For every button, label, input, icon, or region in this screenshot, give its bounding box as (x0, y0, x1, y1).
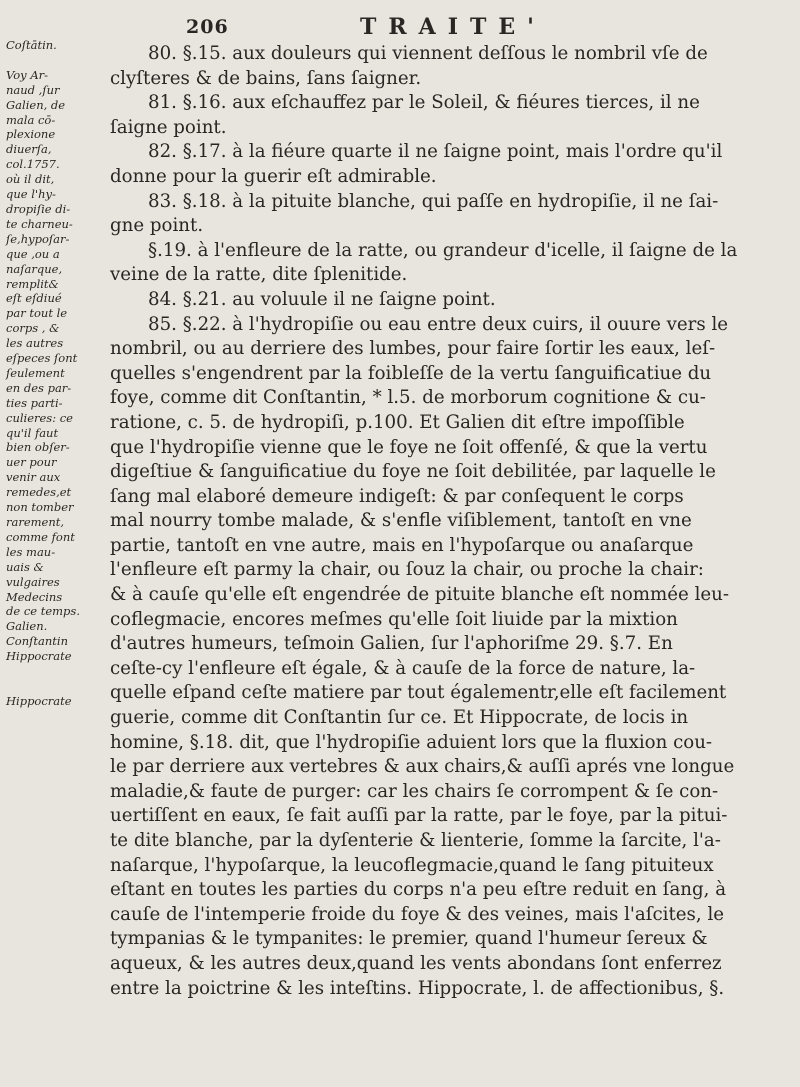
margin-note: qu'il faut (6, 425, 59, 440)
margin-note: naſarque, (6, 261, 63, 276)
text-line: 84. §.21. au voluule il ne ſaigne point. (148, 288, 496, 310)
text-line: ſang mal elaboré demeure indigeſt: & par conſequent le corps (110, 485, 684, 507)
margin-note: culieres: ce (6, 410, 73, 425)
margin-note: les autres (6, 336, 64, 351)
margin-note: uais & (6, 559, 44, 574)
margin-note: eſt eſdiué (6, 291, 62, 306)
text-line: donne pour la guerir eſt admirable. (110, 165, 437, 187)
text-line: clyſteres & de bains, ſans ſaigner. (110, 67, 422, 89)
margin-note: col.1757. (6, 157, 60, 172)
text-line: eſtant en toutes les parties du corps n'a peu eſtre reduit en ſang, à (110, 879, 727, 901)
margin-note: eſpeces ſont (6, 351, 78, 366)
margin-note: non tomber (6, 500, 74, 515)
text-line: naſarque, l'hypoſarque, la leucoflegmacie,quand le ſang pituiteux (110, 854, 714, 876)
margin-note: venir aux (6, 470, 61, 485)
text-line: maladie,& faute de purger: car les chairs ſe corrompent & ſe con- (110, 780, 719, 802)
margin-notes (6, 38, 80, 709)
text-line: coflegmacie, encores meſmes qu'elle ſoit liuide par la mixtion (110, 608, 678, 630)
margin-note: rarement, (6, 515, 65, 529)
margin-note (6, 53, 72, 68)
text-line: uertiſſent en eaux, ſe fait auſſi par la ratte, par le foye, par la pitui- (110, 805, 728, 827)
margin-note: remedes,et (6, 485, 72, 500)
margin-note (6, 664, 72, 679)
margin-note: Coſtātin. (6, 38, 57, 52)
text-line: 82. §.17. à la fiéure quarte il ne ſaigne point, mais l'ordre qu'il (148, 141, 723, 163)
page-number: 206 (186, 16, 229, 38)
text-line: ceſte-cy l'enfleure eſt égale, & à cauſe de la force de nature, la- (110, 657, 696, 679)
margin-note: bien obſer- (6, 440, 70, 455)
text-line: entre la poictrine & les inteſtins. Hippocrate, l. de affectionibus, §. (110, 977, 725, 999)
body-text (110, 42, 790, 1001)
text-line: 80. §.15. aux douleurs qui viennent deſſous le nombril vſe de (148, 43, 708, 64)
page-header (0, 14, 800, 42)
text-line: veine de la ratte, dite ſplenitide. (110, 264, 408, 286)
text-line: quelles s'engendrent par la foibleſſe de la vertu ſanguificatiue du (110, 362, 712, 384)
margin-note: Medecins (6, 589, 63, 604)
margin-note: que ,ou a (6, 246, 60, 261)
text-line: homine, §.18. dit, que l'hydropiſie aduient lors que la fluxion cou- (110, 731, 713, 753)
margin-note: Hippocrate (6, 693, 72, 708)
text-line: 85. §.22. à l'hydropiſie ou eau entre deux cuirs, il ouure vers le (148, 313, 729, 335)
text-line: d'autres humeurs, teſmoin Galien, ſur l'aphoriſme 29. §.7. En (110, 633, 673, 655)
margin-note: Hippocrate (6, 649, 72, 664)
margin-note: vulgaires (6, 574, 60, 589)
margin-note: mala cō- (6, 112, 56, 127)
margin-note: de ce temps. (6, 604, 80, 619)
margin-note: ties parti- (6, 395, 63, 410)
margin-note: plexione (6, 127, 56, 142)
margin-note: en des par- (6, 380, 72, 395)
text-line: quelle eſpand ceſte matiere par tout égalementr,elle eſt facilement (110, 682, 727, 704)
margin-note: par tout le (6, 306, 68, 321)
margin-note: comme font (6, 529, 75, 544)
text-line: partie, tantoſt en vne autre, mais en l'hypoſarque ou anaſarque (110, 534, 694, 556)
margin-note: Conſtantin (6, 634, 68, 649)
text-line: digeſtiue & ſanguificatiue du foye ne ſoit debilitée, par laquelle le (110, 461, 716, 483)
margin-note: les mau- (6, 544, 56, 559)
text-line: & à cauſe qu'elle eſt engendrée de pituite blanche eſt nommée leu- (110, 584, 730, 606)
text-line: cauſe de l'intemperie froide du foye & des veines, mais l'aſcites, le (110, 903, 725, 925)
text-line: gne point. (110, 215, 204, 237)
margin-note (6, 679, 72, 694)
text-line: nombril, ou au derriere des lumbes, pour faire ſortir les eaux, leſ- (110, 338, 716, 360)
running-head: TRAITE' (360, 14, 546, 40)
text-line: aqueux, & les autres deux,quand les vents abondans ſont enferrez (110, 952, 722, 974)
text-line: foye, comme dit Conſtantin, * l.5. de morborum cognitione & cu- (110, 387, 706, 409)
text-line: l'enfleure eſt parmy la chair, ou ſouz la chair, ou proche la chair: (110, 559, 704, 581)
margin-note: uer pour (6, 455, 57, 470)
text-line: que l'hydropiſie vienne que le foye ne ſoit offenſé, & que la vertu (110, 436, 708, 458)
text-line: guerie, comme dit Conſtantin ſur ce. Et Hippocrate, de locis in (110, 707, 689, 729)
text-line: ratione, c. 5. de hydropiſi, p.100. Et Galien dit eſtre impoſſible (110, 411, 685, 433)
text-line: 81. §.16. aux eſchauffez par le Soleil, & fiéures tierces, il ne (148, 92, 700, 114)
text-line: te dite blanche, par la dyſenterie & lienterie, ſomme la ſarcite, l'a- (110, 830, 721, 851)
margin-note: que l'hy- (6, 187, 56, 202)
text-line: §.19. à l'enfleure de la ratte, ou grandeur d'icelle, il ſaigne de la (148, 239, 738, 261)
margin-note: Galien. (6, 619, 48, 634)
margin-note: naud ,ſur (6, 82, 60, 97)
margin-note: corps , & (6, 321, 60, 336)
margin-note: où il dit, (6, 172, 55, 187)
margin-note: dropiſie di- (6, 201, 71, 216)
margin-note: te charneu- (6, 216, 73, 231)
margin-note: ſeulement (6, 365, 65, 380)
margin-note: diuerſa, (6, 142, 52, 157)
margin-note: remplit& (6, 276, 59, 291)
text-line: le par derriere aux vertebres & aux chairs,& auſſi aprés vne longue (110, 756, 735, 778)
text-line: mal nourry tombe malade, & s'enfle viſiblement, tantoſt en vne (110, 510, 692, 532)
margin-note: ſe,hypoſar- (6, 231, 70, 246)
text-line: ſaigne point. (110, 116, 227, 138)
text-line: tympanias & le tympanites: le premier, quand l'humeur ſereux & (110, 928, 708, 950)
text-line: 83. §.18. à la pituite blanche, qui paſſe en hydropiſie, il ne ſai- (148, 190, 719, 212)
margin-note: Voy Ar- (6, 67, 49, 82)
margin-note: Galien, de (6, 97, 66, 112)
